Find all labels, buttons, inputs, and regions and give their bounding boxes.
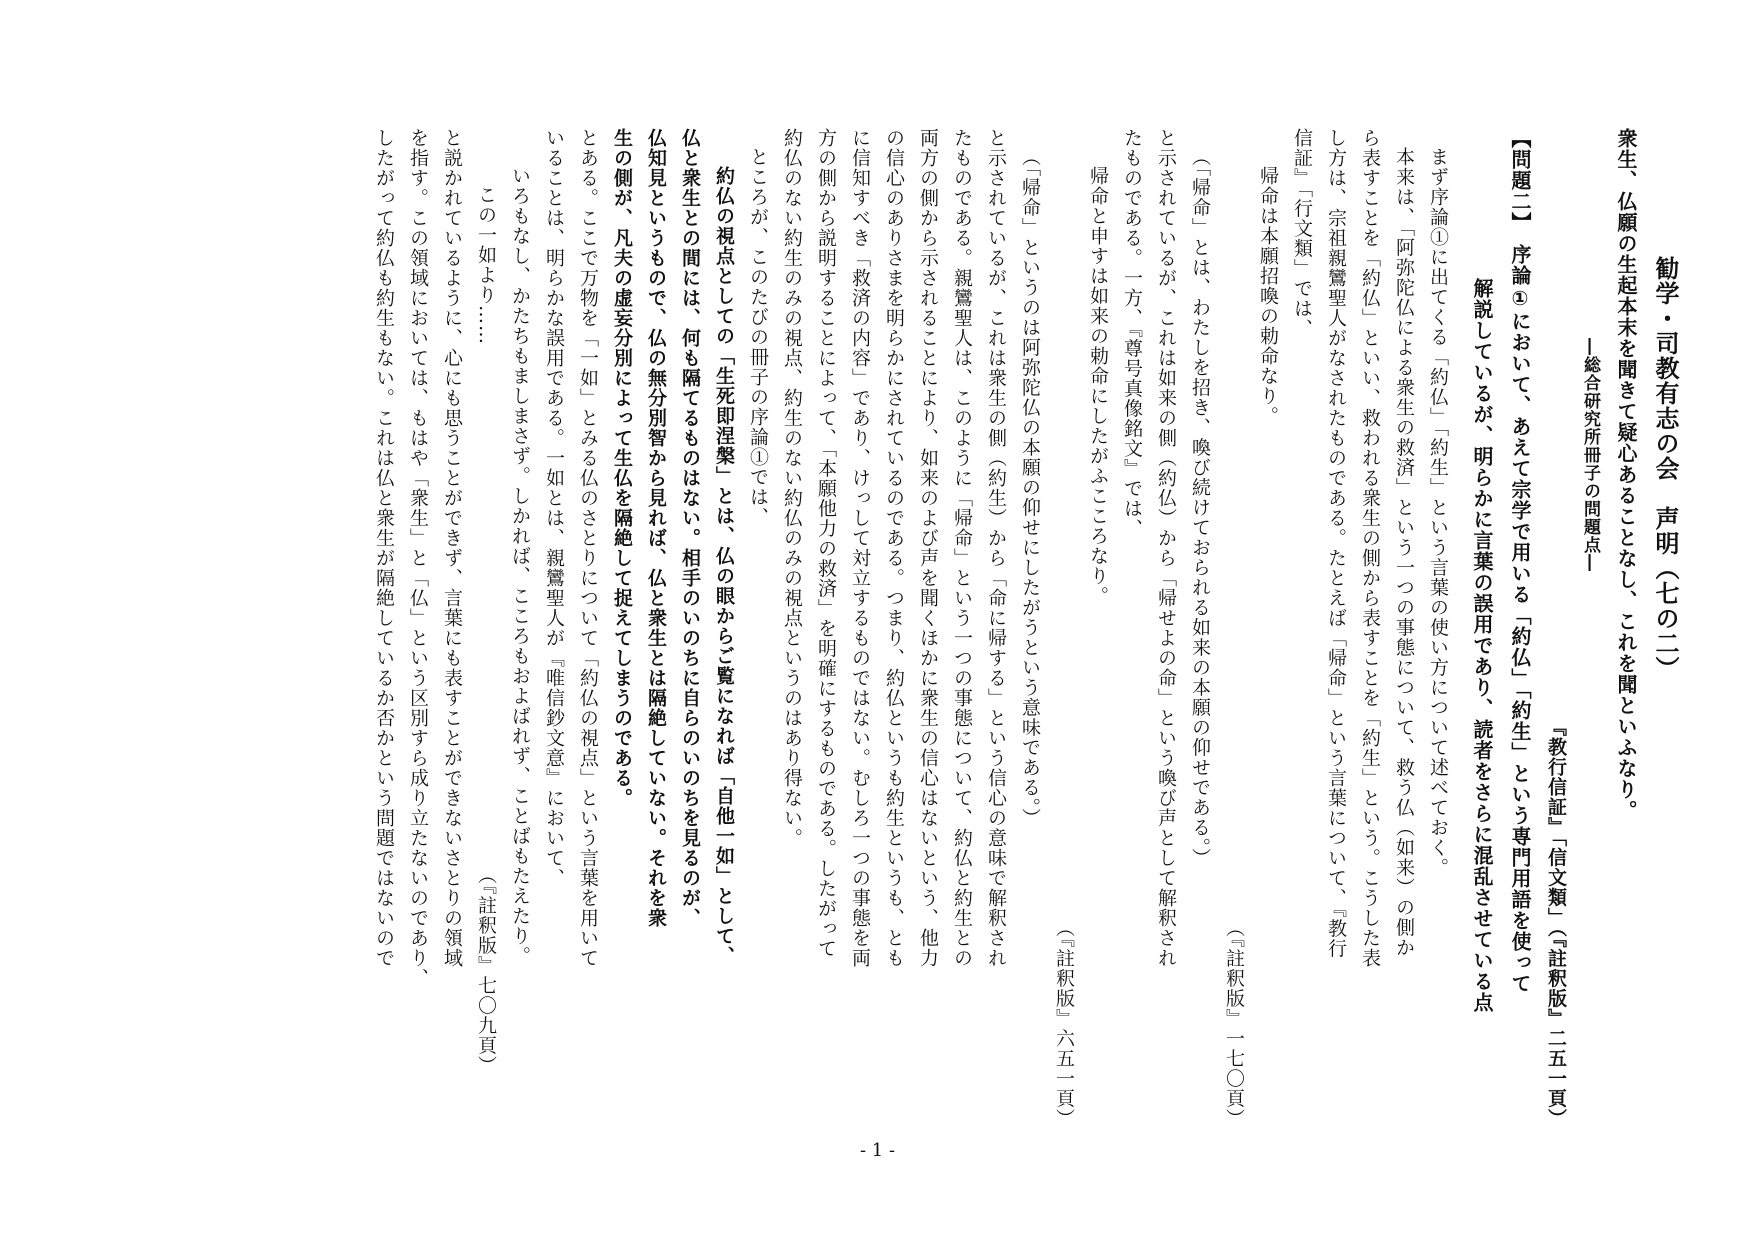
quote-text: いろもなし、かたちもましまさず。しかれば、こころもおよばれず、ことばもたえたり。: [509, 166, 531, 966]
body-line: の信心のありさまを明らかにされているのである。つまり、約仏というも約生というも、とも: [883, 128, 905, 968]
quote-bold-line: 仏知見というもので、仏の無分別智から見れば、仏と衆生とは隔絶していない。それを衆: [645, 128, 667, 928]
body-line: まず序論①に出てくる「約仏」「約生」という言葉の使い方について述べておく。: [1427, 147, 1449, 878]
quote-citation: （『註釈版』六五一頁）: [1053, 917, 1075, 1128]
quote-text: 帰命と申すは如来の勅命にしたがふこころなり。: [1087, 166, 1109, 606]
body-line: ところが、このたびの冊子の序論①では、: [747, 147, 769, 527]
body-line: に信知すべき「救済の内容」であり、けっして対立するものではない。むしろ一つの事態を両: [849, 128, 871, 968]
body-line: したがって約仏も約生もない。これは仏と衆生が隔絶しているか否かという問題ではないので: [373, 128, 395, 968]
body-line: 両方の側から示されることにより、如来のよび声を聞くほかに衆生の信心はないという、他力: [917, 128, 939, 968]
body-line: と示されているが、これは如来の側（約仏）から「帰せよの命」という喚び声として解釈され: [1155, 128, 1177, 968]
problem-line-2: 解説しているが、明らかに言葉の誤用であり、読者をさらに混乱させている点: [1470, 278, 1494, 1013]
problem-line-1: 序論①において、あえて宗学で用いる「約仏」「約生」という専門用語を使って: [1508, 244, 1532, 994]
quote-bold-line: 仏と衆生との間には、何も隔てるものはない。相手のいのちに自らのいのちを見るのが、: [679, 128, 701, 928]
page-number: - 1 -: [859, 1140, 896, 1161]
quote-text: 帰命は本願招喚の勅命なり。: [1257, 166, 1279, 426]
body-line: と説かれているように、心にも思うことができず、言葉にも表すことができないさとりの領域: [441, 128, 463, 968]
body-line: 約仏のない約生のみの視点、約生のない約仏のみの視点というのはあり得ない。: [781, 128, 803, 848]
quote-bold-line: 生の側が、凡夫の虚妄分別によって生仏を隔絶して捉えてしまうのである。: [611, 128, 633, 808]
body-line: を指す。この領域においては、もはや「衆生」と「仏」という区別すら成り立たないのであり、: [407, 128, 429, 988]
body-line: 方の側から説明することによって、「本願他力の救済」を明確にするものである。したがって: [815, 128, 837, 959]
quote-citation: （『註釈版』一七〇頁）: [1223, 917, 1245, 1128]
body-line: たものである。一方、『尊号真像銘文』では、: [1121, 128, 1143, 539]
page-subtitle: ―総合研究所冊子の問題点―: [1580, 338, 1600, 572]
quote-bold-line: 約仏の視点としての「生死即涅槃」とは、仏の眼からご覧になれば「自他一如」として、: [713, 166, 735, 966]
body-line: いることは、明らかな誤用である。一如とは、親鸞聖人が『唯信鈔文意』において、: [543, 128, 565, 888]
quote-tail-text: この一如より……: [475, 185, 497, 345]
quote-note: （「帰命」というのは阿弥陀仏の本願の仰せにしたがうという意味である。）: [1019, 147, 1041, 828]
body-line: ら表すことを「約仏」といい、救われる衆生の側から表すことを「約生」という。こうした表: [1359, 128, 1381, 968]
quote-note: （「帰命」とは、わたしを招き、喚び続けておられる如来の本願の仰せである。）: [1189, 147, 1211, 868]
quote-tail: [469, 128, 503, 1128]
page-title: 勧学・司教有志の会 声明（七の二）: [1651, 256, 1679, 681]
quote-citation: （『註釈版』七〇九頁）: [475, 865, 497, 1076]
vertical-text-body: [367, 128, 1685, 1128]
heading-citation: 『教行信証』「信文類」（『註釈版』二五一頁）: [1545, 716, 1567, 1128]
body-line: と示されているが、これは衆生の側（約生）から「命に帰する」という信心の意味で解釈され: [985, 128, 1007, 968]
body-line: 本来は、「阿弥陀仏による衆生の救済」という一つの事態について、救う仏（如来）の側か: [1393, 147, 1415, 958]
body-line: し方は、宗祖親鸞聖人がなされたものである。たとえば「帰命」という言葉について、『教行: [1325, 128, 1347, 959]
problem-label: 【問題二】: [1508, 128, 1532, 223]
body-line: 信証』「行文類」では、: [1291, 128, 1313, 339]
body-line: たものである。親鸞聖人は、このように「帰命」という一つの事態について、約仏と約生との: [951, 128, 973, 968]
heading-quote: 衆生、仏願の生起本末を聞きて疑心あることなし、これを聞といふなり。: [1614, 128, 1638, 821]
body-line: とある。ここで万物を「一如」とみる仏のさとりについて「約仏の視点」という言葉を用いて: [577, 128, 599, 968]
problem-heading: [1501, 128, 1539, 1128]
